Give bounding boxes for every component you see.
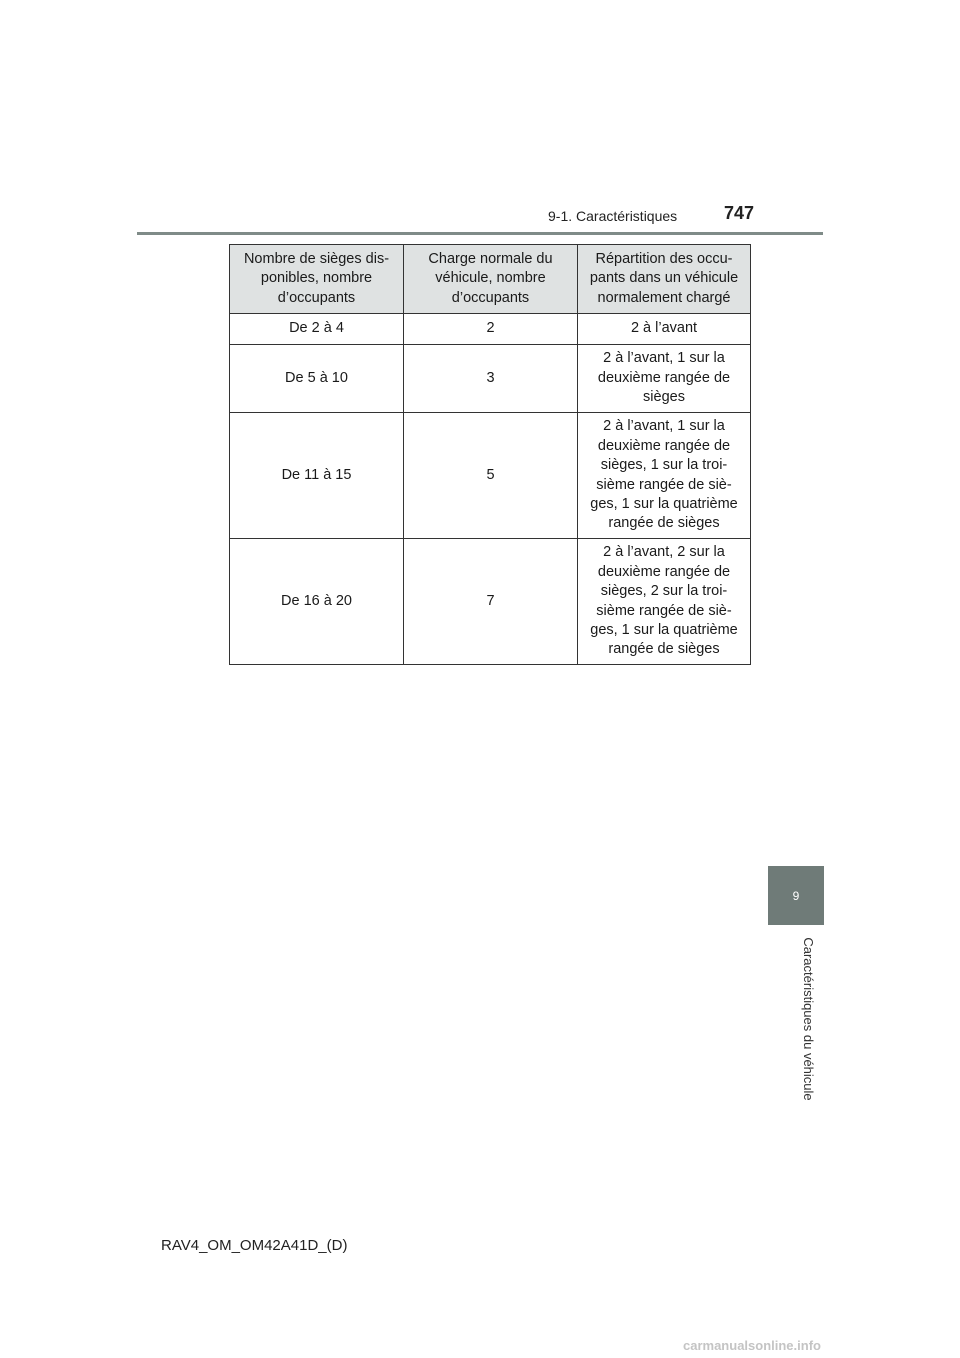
table-header-row bbox=[230, 245, 751, 314]
occupant-load-table bbox=[229, 244, 751, 665]
header-normal-load bbox=[404, 245, 578, 314]
table-cell: De 5 à 10 bbox=[230, 345, 404, 413]
table-cell: De 2 à 4 bbox=[230, 314, 404, 345]
watermark-text: carmanualsonline.info bbox=[683, 1338, 821, 1353]
table-cell: 2 à l’avant, 1 sur la deuxième rangée de sièges, 1 sur la troi- sième rangée de siè- ges, 1 sur la quatrième rangée de sièges bbox=[578, 413, 751, 539]
header-cell-text: Répartition des occu- pants dans un véhicule normalement chargé bbox=[589, 250, 739, 306]
table-cell: 5 bbox=[404, 413, 578, 539]
table-cell: 2 à l’avant bbox=[578, 314, 751, 345]
document-code: RAV4_OM_OM42A41D_(D) bbox=[161, 1237, 348, 1254]
section-title: 9-1. Caractéristiques bbox=[548, 208, 678, 224]
header-cell-text: Nombre de sièges dis- ponibles, nombre d’occupants bbox=[243, 250, 390, 306]
table-cell: 3 bbox=[404, 345, 578, 413]
table-cell: 7 bbox=[404, 539, 578, 665]
header-occupant-distribution bbox=[578, 245, 751, 314]
chapter-tab bbox=[768, 866, 824, 925]
table-row bbox=[230, 413, 751, 539]
header-divider bbox=[137, 232, 823, 235]
table-cell: De 16 à 20 bbox=[230, 539, 404, 665]
table-cell: 2 à l’avant, 2 sur la deuxième rangée de sièges, 2 sur la troi- sième rangée de siè- ges, 1 sur la quatrième rangée de sièges bbox=[578, 539, 751, 665]
table-cell: 2 à l’avant, 1 sur la deuxième rangée de sièges bbox=[578, 345, 751, 413]
table-row bbox=[230, 314, 751, 345]
header-seats-available bbox=[230, 245, 404, 314]
table-row bbox=[230, 539, 751, 665]
chapter-number: 9 bbox=[792, 888, 800, 903]
table-cell: De 11 à 15 bbox=[230, 413, 404, 539]
table-row bbox=[230, 345, 751, 413]
page-number: 747 bbox=[724, 203, 755, 223]
chapter-title-vertical: Caractéristiques du véhicule bbox=[801, 937, 816, 1101]
table-cell: 2 bbox=[404, 314, 578, 345]
header-cell-text: Charge normale du véhicule, nombre d’occupants bbox=[428, 250, 553, 306]
